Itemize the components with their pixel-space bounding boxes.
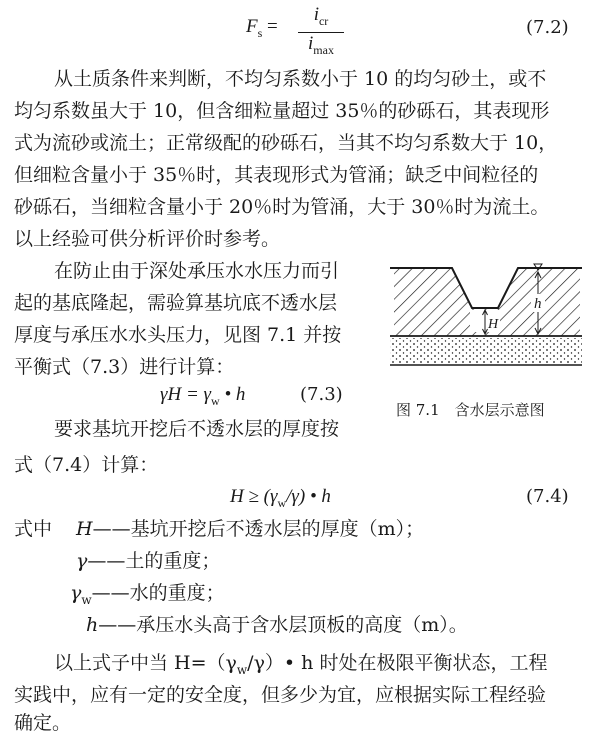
para3-line-2: 式（7.4）计算： <box>14 454 159 476</box>
eq-7-3-number: (7.3) <box>300 384 343 405</box>
para2-line-4: 平衡式（7.3）进行计算： <box>14 356 235 378</box>
def-gamma: γ——土的重度； <box>76 550 221 572</box>
para4-line-3: 确定。 <box>14 712 72 734</box>
para2-line-1: 在防止由于深处承压水水压力而引 <box>54 260 340 282</box>
eq-7-2-number: (7.2) <box>526 17 569 38</box>
para1-line-2: 均匀系数虽大于 10，但含细粒量超过 35％的砂砾石，其表现形 <box>14 100 550 122</box>
H-label: H <box>488 317 499 332</box>
eq-7-2-F: F <box>246 16 258 37</box>
eq-7-2-denominator: $i_{max}$ <box>308 32 334 57</box>
eq-7-4-number: (7.4) <box>526 486 569 507</box>
eq-7-2-F-sub: s <box>257 25 263 40</box>
eq-7-3: $\gamma H = \gamma_w$ • h <box>160 384 246 408</box>
para1-line-3: 式为流砂或流土；正常级配的砂砾石，当其不均匀系数大于 10， <box>14 132 558 154</box>
figure-7-1-aquifer-diagram <box>384 258 590 386</box>
def-H: H——基坑开挖后不透水层的厚度（m）； <box>76 518 425 540</box>
para3-line-1: 要求基坑开挖后不透水层的厚度按 <box>54 418 340 440</box>
eq-7-2-fraction <box>296 4 346 61</box>
aquifer-layer <box>390 338 582 364</box>
eq-7-2-numerator: $i_{cr}$ <box>313 4 329 28</box>
eq-7-2-equals: = <box>262 16 278 37</box>
para1-line-4: 但细粒含量小于 35％时，其表现形式为管涌；缺乏中间粒径的 <box>14 164 539 186</box>
figure-7-1-caption: 图 7.1 含水层示意图 <box>396 401 545 419</box>
para4-line-2: 实践中，应有一定的安全度，但多少为宜，应根据实际工程经验 <box>14 684 547 706</box>
defs-intro: 式中 <box>14 518 53 540</box>
para1-line-5: 砂砾石，当细粒含量小于 20％时为管涌，大于 30％时为流土。 <box>14 196 550 218</box>
para1-line-6: 以上经验可供分析评价时参考。 <box>14 228 281 250</box>
para2-line-2: 起的基底隆起，需验算基坑底不透水层 <box>14 292 338 314</box>
eq-7-4: $H \ge (\gamma_w/\gamma)$ • h <box>230 486 331 510</box>
para2-line-3: 厚度与承压水水头压力，见图 7.1 并按 <box>14 324 342 346</box>
para1-line-1: 从土质条件来判断，不均匀系数小于 10 的均匀砂土，或不 <box>54 68 547 90</box>
eq-7-2-lhs <box>246 14 278 46</box>
def-h: h——承压水头高于含水层顶板的高度（m）。 <box>86 614 468 636</box>
para4-line-1: 以上式子中当 $H=(\gamma_w/\gamma)•$ h 时处在极限平衡状态，工程 <box>54 652 548 677</box>
def-gamma-w: $\gamma_w——$水的重度； <box>70 582 225 607</box>
h-label: h <box>534 296 542 312</box>
